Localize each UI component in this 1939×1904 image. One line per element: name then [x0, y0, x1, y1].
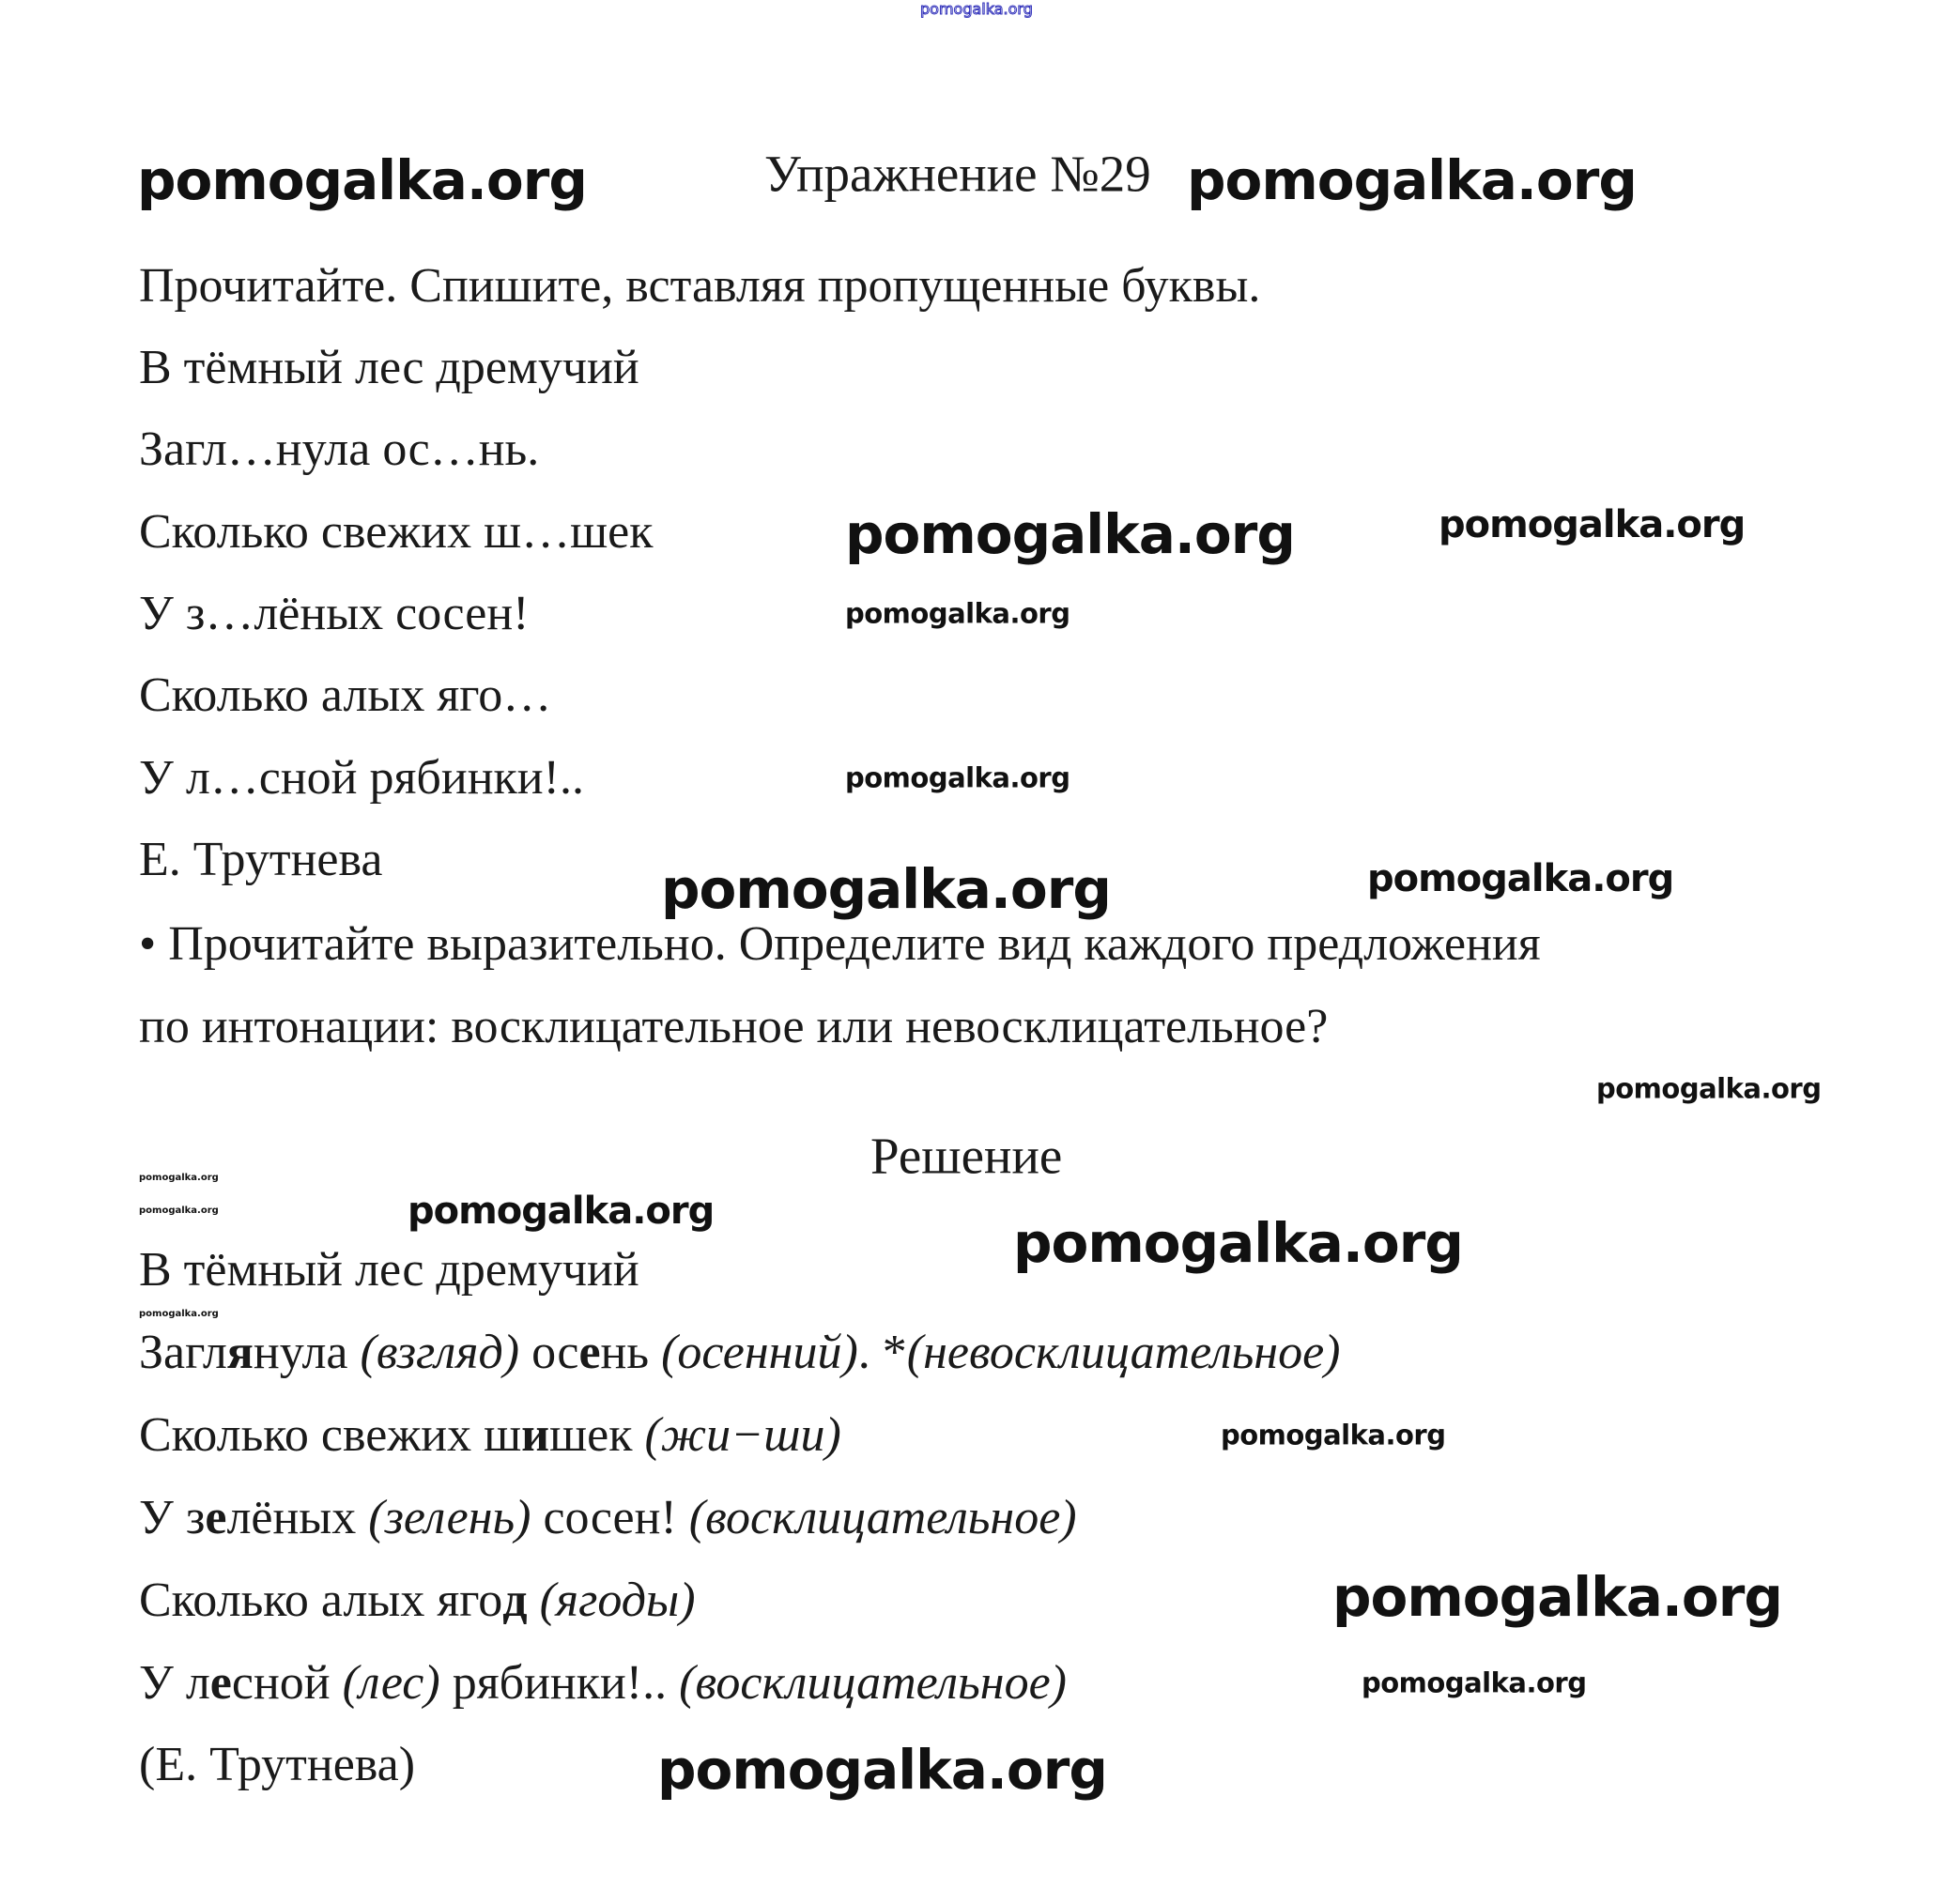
poem-line: Сколько алых яго…: [139, 668, 552, 722]
watermark: pomogalka.org: [139, 1205, 219, 1216]
watermark: pomogalka.org: [845, 502, 1295, 566]
solution-line: У лесной (лес) рябинки!.. (восклицательное): [139, 1656, 1067, 1710]
watermark: pomogalka.org: [408, 1190, 715, 1233]
watermark: pomogalka.org: [139, 1173, 219, 1183]
poem-line: У з…лёных сосен!: [139, 587, 530, 640]
watermark: pomogalka.org: [1013, 1211, 1463, 1275]
watermark: pomogalka.org: [657, 1738, 1107, 1802]
page-title: Упражнение №29: [764, 145, 1151, 203]
watermark: pomogalka.org: [1596, 1072, 1822, 1105]
task-instruction: Прочитайте. Спишите, вставляя пропущенные буквы.: [139, 259, 1261, 313]
poem-line: У л…сной рябинки!..: [139, 751, 584, 805]
poem-line: В тёмный лес дремучий: [139, 341, 639, 394]
watermark: pomogalka.org: [137, 148, 587, 212]
watermark: pomogalka.org: [139, 1309, 219, 1319]
watermark: pomogalka.org: [1187, 148, 1637, 212]
watermark: pomogalka.org: [845, 597, 1070, 630]
watermark-top[interactable]: pomogalka.org: [920, 0, 1033, 18]
poem-line: Загл…нула ос…нь.: [139, 422, 540, 476]
poem-line: Сколько свежих ш…шек: [139, 505, 654, 559]
watermark: pomogalka.org: [1362, 1666, 1587, 1699]
watermark: pomogalka.org: [1367, 857, 1674, 900]
watermark: pomogalka.org: [845, 761, 1070, 794]
solution-line: Сколько алых ягод (ягоды): [139, 1574, 696, 1627]
solution-line: В тёмный лес дремучий: [139, 1243, 639, 1297]
solution-line: Сколько свежих шишек (жи−ши): [139, 1408, 841, 1462]
solution-line: Заглянула (взгляд) осень (осенний). *(невосклицательное): [139, 1326, 1341, 1379]
watermark: pomogalka.org: [661, 857, 1111, 921]
watermark: pomogalka.org: [1332, 1565, 1782, 1629]
question-line: • Прочитайте выразительно. Определите вид каждого предложения: [139, 917, 1541, 971]
poem-author: Е. Трутнева: [139, 833, 383, 886]
solution-author: (Е. Трутнева): [139, 1738, 416, 1791]
watermark: pomogalka.org: [1439, 503, 1746, 546]
solution-heading: Решение: [870, 1127, 1063, 1185]
solution-line: У зелёных (зелень) сосен! (восклицательное): [139, 1491, 1077, 1544]
watermark: pomogalka.org: [1221, 1419, 1446, 1451]
question-line: по интонации: восклицательное или невосклицательное?: [139, 1000, 1329, 1053]
